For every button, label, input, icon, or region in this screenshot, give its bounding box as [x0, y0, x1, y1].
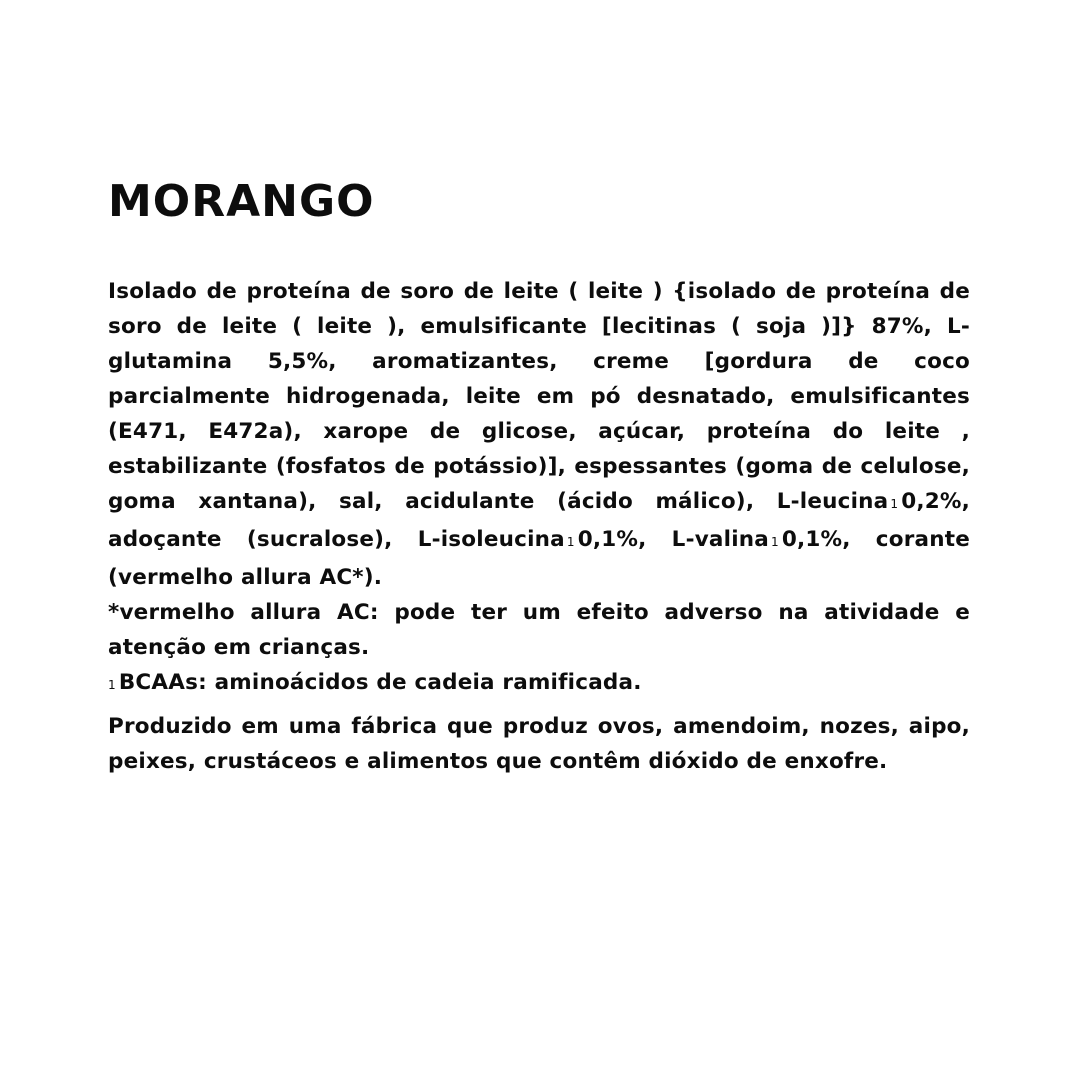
- ingredients-text-part-1: Isolado de proteína de soro de leite ( leite ) {isolado de proteína de soro de leite ( leite ), emulsificante [lecitinas ( soja )]} 87%, L-glutamina 5,5%, aromatizantes, creme [gordura de coco parcialmente hidrogenada, leite em pó desnatado, emulsificantes (E471, E472a), xarope de glicose, açúcar, proteína do leite , estabilizante (fosfatos de potássio)], espessantes (goma de celulose, goma xantana), sal, acidulante (ácido málico), L-leucina: [108, 279, 970, 514]
- footnote-marker: 1: [890, 497, 899, 511]
- label-content: [108, 176, 970, 779]
- bcaa-footnote-text: BCAAs: aminoácidos de cadeia ramificada.: [118, 670, 642, 695]
- footnote-marker: 1: [108, 678, 116, 692]
- bcaa-footnote: [108, 665, 970, 703]
- ingredients-list: [108, 274, 970, 595]
- ingredients-text-part-2: 0,2%, adoçante (sucralose), L-isoleucina: [108, 489, 970, 552]
- ingredients-text-part-3: 0,1%, L-valina: [577, 527, 769, 552]
- footnote-marker: 1: [770, 535, 779, 549]
- ingredients-block: [108, 274, 970, 779]
- allergen-notice: Produzido em uma fábrica que produz ovos, amendoim, nozes, aipo, peixes, crustáceos e alimentos que contêm dióxido de enxofre.: [108, 714, 970, 774]
- footnote-marker: 1: [566, 535, 575, 549]
- product-title: MORANGO: [108, 176, 375, 227]
- colorant-warning: *vermelho allura AC: pode ter um efeito adverso na atividade e atenção em crianças.: [108, 600, 970, 660]
- ingredients-text-part-4: 0,1%, corante (vermelho allura AC*).: [108, 527, 970, 590]
